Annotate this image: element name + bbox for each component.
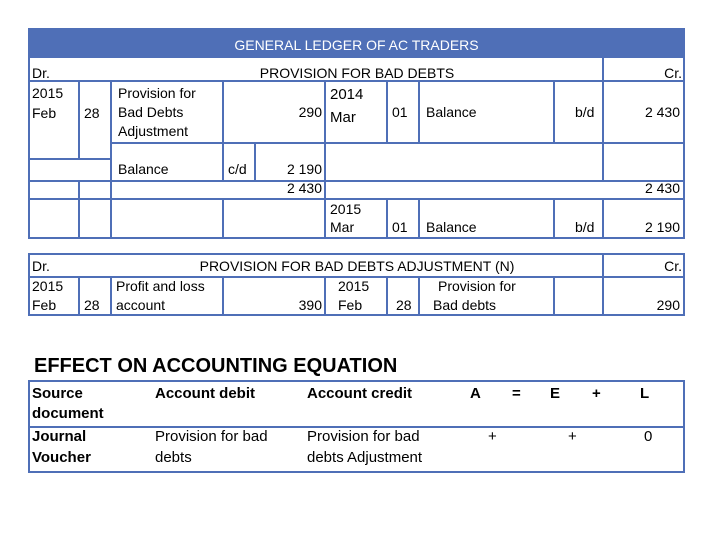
- header-source-1: Source: [32, 385, 83, 402]
- dr-month: Feb: [32, 297, 57, 313]
- cell: [604, 144, 683, 180]
- dr-label: Dr.: [32, 65, 50, 81]
- row-debit-1: Provision for bad: [155, 428, 268, 445]
- cr2-details: Balance: [426, 219, 477, 235]
- cr2-month: Mar: [330, 219, 355, 235]
- header-source-2: document: [32, 405, 104, 422]
- account-title: PROVISION FOR BAD DEBTS ADJUSTMENT (N): [199, 258, 515, 274]
- ledger-main-title: GENERAL LEDGER OF AC TRADERS: [234, 37, 479, 53]
- row-e: +: [568, 428, 577, 445]
- cr-label: Cr.: [664, 258, 682, 274]
- entry1-details-2: Bad Debts: [118, 104, 184, 120]
- cr-folio: b/d: [575, 104, 595, 120]
- cr2-year: 2015: [330, 201, 362, 217]
- row-source-2: Voucher: [32, 449, 91, 466]
- account-title: PROVISION FOR BAD DEBTS: [259, 65, 455, 81]
- cr-month: Mar: [330, 109, 356, 126]
- entry1-details-3: Adjustment: [118, 123, 189, 139]
- row-a: +: [488, 428, 497, 445]
- row-l: 0: [644, 428, 653, 445]
- dr-day: 28: [84, 297, 100, 313]
- row-debit-2: debts: [155, 449, 192, 466]
- dr-year: 2015: [32, 85, 64, 101]
- row-credit-1: Provision for bad: [307, 428, 420, 445]
- dr-details-2: account: [116, 297, 166, 313]
- dr-total: 2 430: [286, 180, 322, 196]
- cr-details-2: Bad debts: [433, 297, 497, 313]
- dr-amount: 390: [298, 297, 322, 313]
- cr-year: 2015: [338, 278, 370, 294]
- header-debit: Account debit: [155, 385, 255, 402]
- cell: [224, 200, 324, 237]
- cr-details-1: Provision for: [438, 278, 516, 294]
- cell: [112, 200, 222, 237]
- cr-amount: 2 430: [644, 104, 680, 120]
- dr-month: Feb: [32, 105, 57, 121]
- cr-month: Feb: [338, 297, 363, 313]
- cr-total: 2 430: [644, 180, 680, 196]
- cr-amount: 290: [656, 297, 680, 313]
- entry2-details: Balance: [118, 161, 169, 177]
- header-a: A: [470, 385, 481, 402]
- cell: [30, 200, 78, 237]
- cr2-folio: b/d: [575, 219, 595, 235]
- dr-day: 28: [84, 105, 100, 121]
- entry1-details-1: Provision for: [118, 85, 196, 101]
- header-credit: Account credit: [307, 385, 413, 402]
- cr-day: 28: [396, 297, 412, 313]
- cell: [555, 278, 602, 314]
- cell: [326, 144, 602, 180]
- cr2-amount: 2 190: [644, 219, 680, 235]
- header-e: E: [550, 385, 561, 402]
- cr-day: 01: [392, 104, 408, 120]
- dr-details-1: Profit and loss: [116, 278, 205, 294]
- entry2-amount: 2 190: [286, 161, 322, 177]
- dr-year: 2015: [32, 278, 64, 294]
- cr-details: Balance: [426, 104, 477, 120]
- entry2-folio: c/d: [228, 161, 247, 177]
- cell: [30, 182, 78, 198]
- cell: [80, 200, 110, 237]
- entry1-amount: 290: [298, 104, 322, 120]
- cr2-day: 01: [392, 219, 408, 235]
- row-source-1: Journal: [32, 428, 87, 445]
- cr-year: 2014: [330, 86, 364, 103]
- cell: [80, 182, 110, 198]
- equation-heading: EFFECT ON ACCOUNTING EQUATION: [34, 355, 398, 377]
- header-plus: +: [592, 385, 601, 402]
- cell: [30, 160, 110, 180]
- row-credit-2: debts Adjustment: [307, 449, 423, 466]
- dr-label: Dr.: [32, 258, 50, 274]
- header-equals: =: [512, 385, 521, 402]
- header-l: L: [640, 385, 650, 402]
- cr-label: Cr.: [664, 65, 682, 81]
